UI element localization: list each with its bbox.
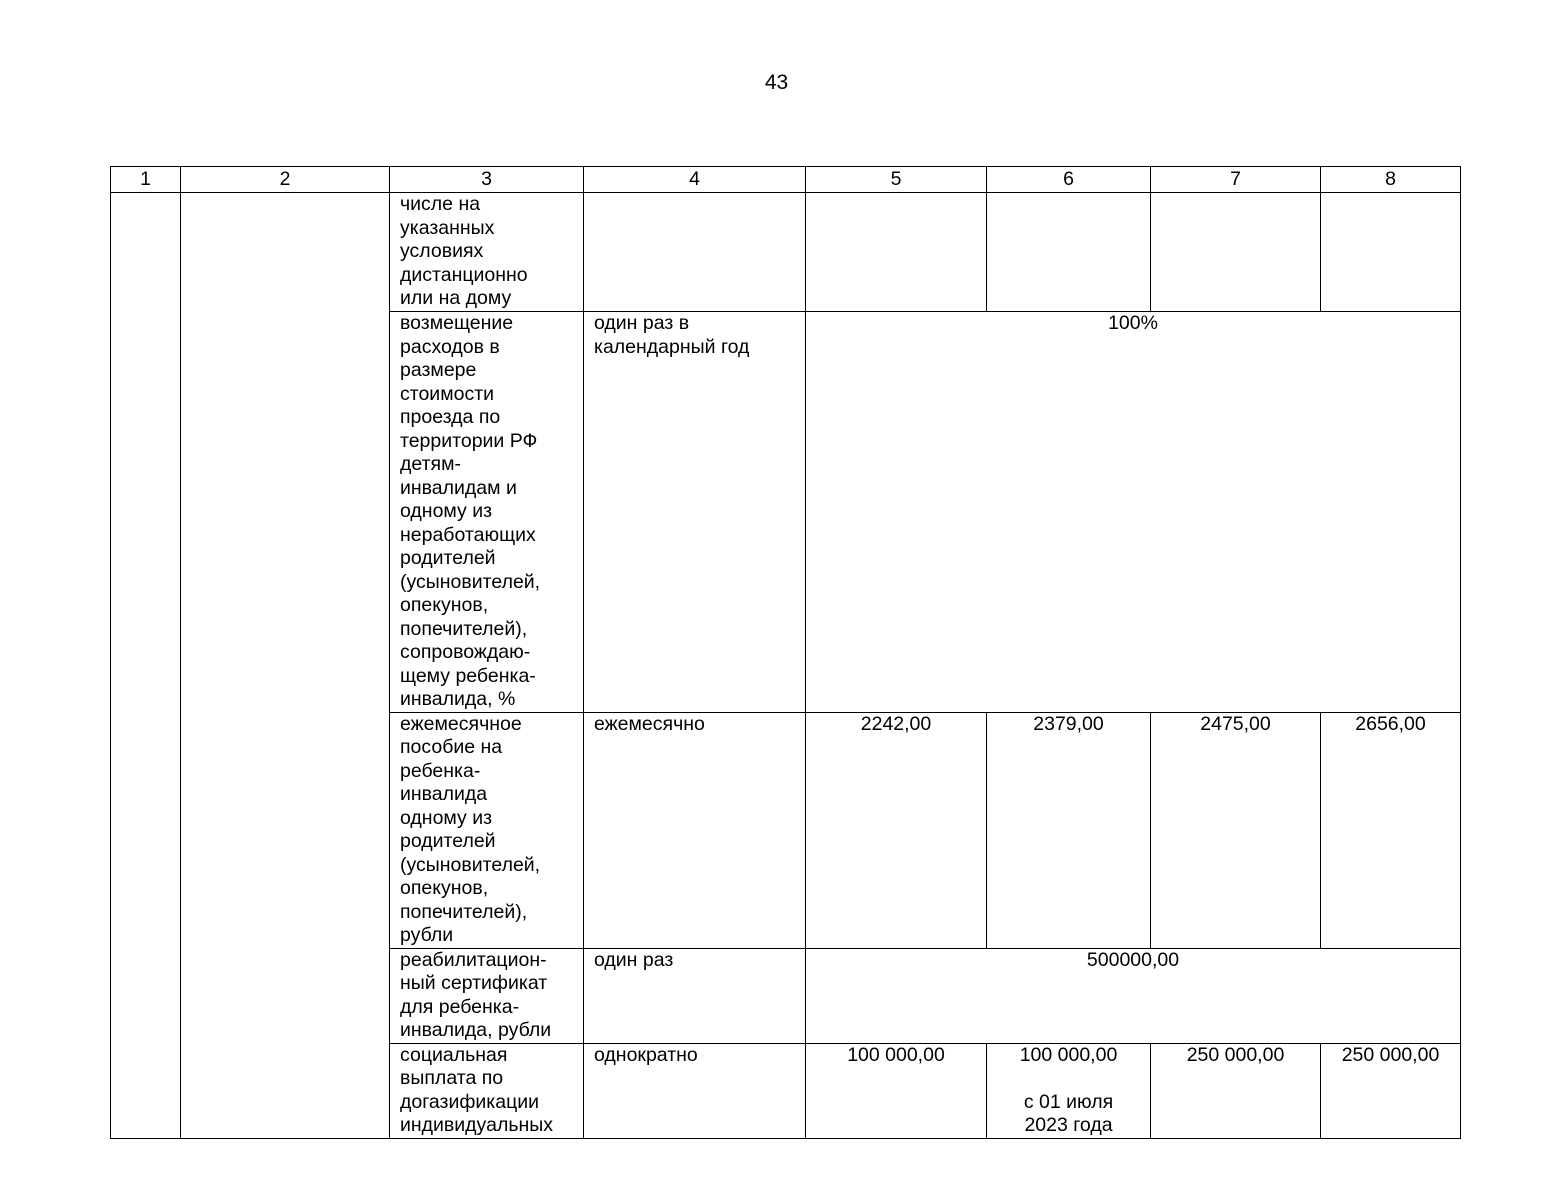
header-cell-7: 7 xyxy=(1151,167,1321,193)
row4-indicator: реабилитацион- ный сертификат для ребенка- инвалида, рубли xyxy=(390,948,584,1043)
col1-merged-cell xyxy=(111,193,181,1139)
header-cell-2: 2 xyxy=(181,167,390,193)
row3-col5: 2242,00 xyxy=(806,712,987,948)
table-row xyxy=(111,193,1461,312)
col2-merged-cell xyxy=(181,193,390,1139)
header-cell-3: 3 xyxy=(390,167,584,193)
row4-merged-value: 500000,00 xyxy=(806,948,1461,1043)
header-cell-6: 6 xyxy=(987,167,1151,193)
header-cell-5: 5 xyxy=(806,167,987,193)
row2-indicator: возмещение расходов в размере стоимости проезда по территории РФ детям- инвалидам и одному из неработающих родителей (усыновителей, опекунов, попечителей), сопровождаю- щему ребенка- инвалида, % xyxy=(390,312,584,713)
row3-col7: 2475,00 xyxy=(1151,712,1321,948)
row1-periodicity xyxy=(584,193,806,312)
row2-periodicity: один раз в календарный год xyxy=(584,312,806,713)
row3-indicator: ежемесячное пособие на ребенка- инвалида одному из родителей (усыновителей, опекунов, попечителей), рубли xyxy=(390,712,584,948)
row5-periodicity: однократно xyxy=(584,1043,806,1138)
row5-col5: 100 000,00 xyxy=(806,1043,987,1138)
row4-periodicity: один раз xyxy=(584,948,806,1043)
row1-col7 xyxy=(1151,193,1321,312)
row1-indicator: числе на указанных условиях дистанционно или на дому xyxy=(390,193,584,312)
row2-merged-value: 100% xyxy=(806,312,1461,713)
header-row xyxy=(111,167,1461,193)
row3-periodicity: ежемесячно xyxy=(584,712,806,948)
header-cell-1: 1 xyxy=(111,167,181,193)
row5-col8: 250 000,00 xyxy=(1321,1043,1461,1138)
benefits-table xyxy=(110,166,1461,1139)
page-number: 43 xyxy=(764,71,789,94)
row5-indicator: социальная выплата по догазификации индивидуальных xyxy=(390,1043,584,1138)
row3-col8: 2656,00 xyxy=(1321,712,1461,948)
row1-col6 xyxy=(987,193,1151,312)
row1-col8 xyxy=(1321,193,1461,312)
header-cell-8: 8 xyxy=(1321,167,1461,193)
row5-col6: 100 000,00 с 01 июля 2023 года xyxy=(987,1043,1151,1138)
row1-col5 xyxy=(806,193,987,312)
row3-col6: 2379,00 xyxy=(987,712,1151,948)
row5-col7: 250 000,00 xyxy=(1151,1043,1321,1138)
header-cell-4: 4 xyxy=(584,167,806,193)
